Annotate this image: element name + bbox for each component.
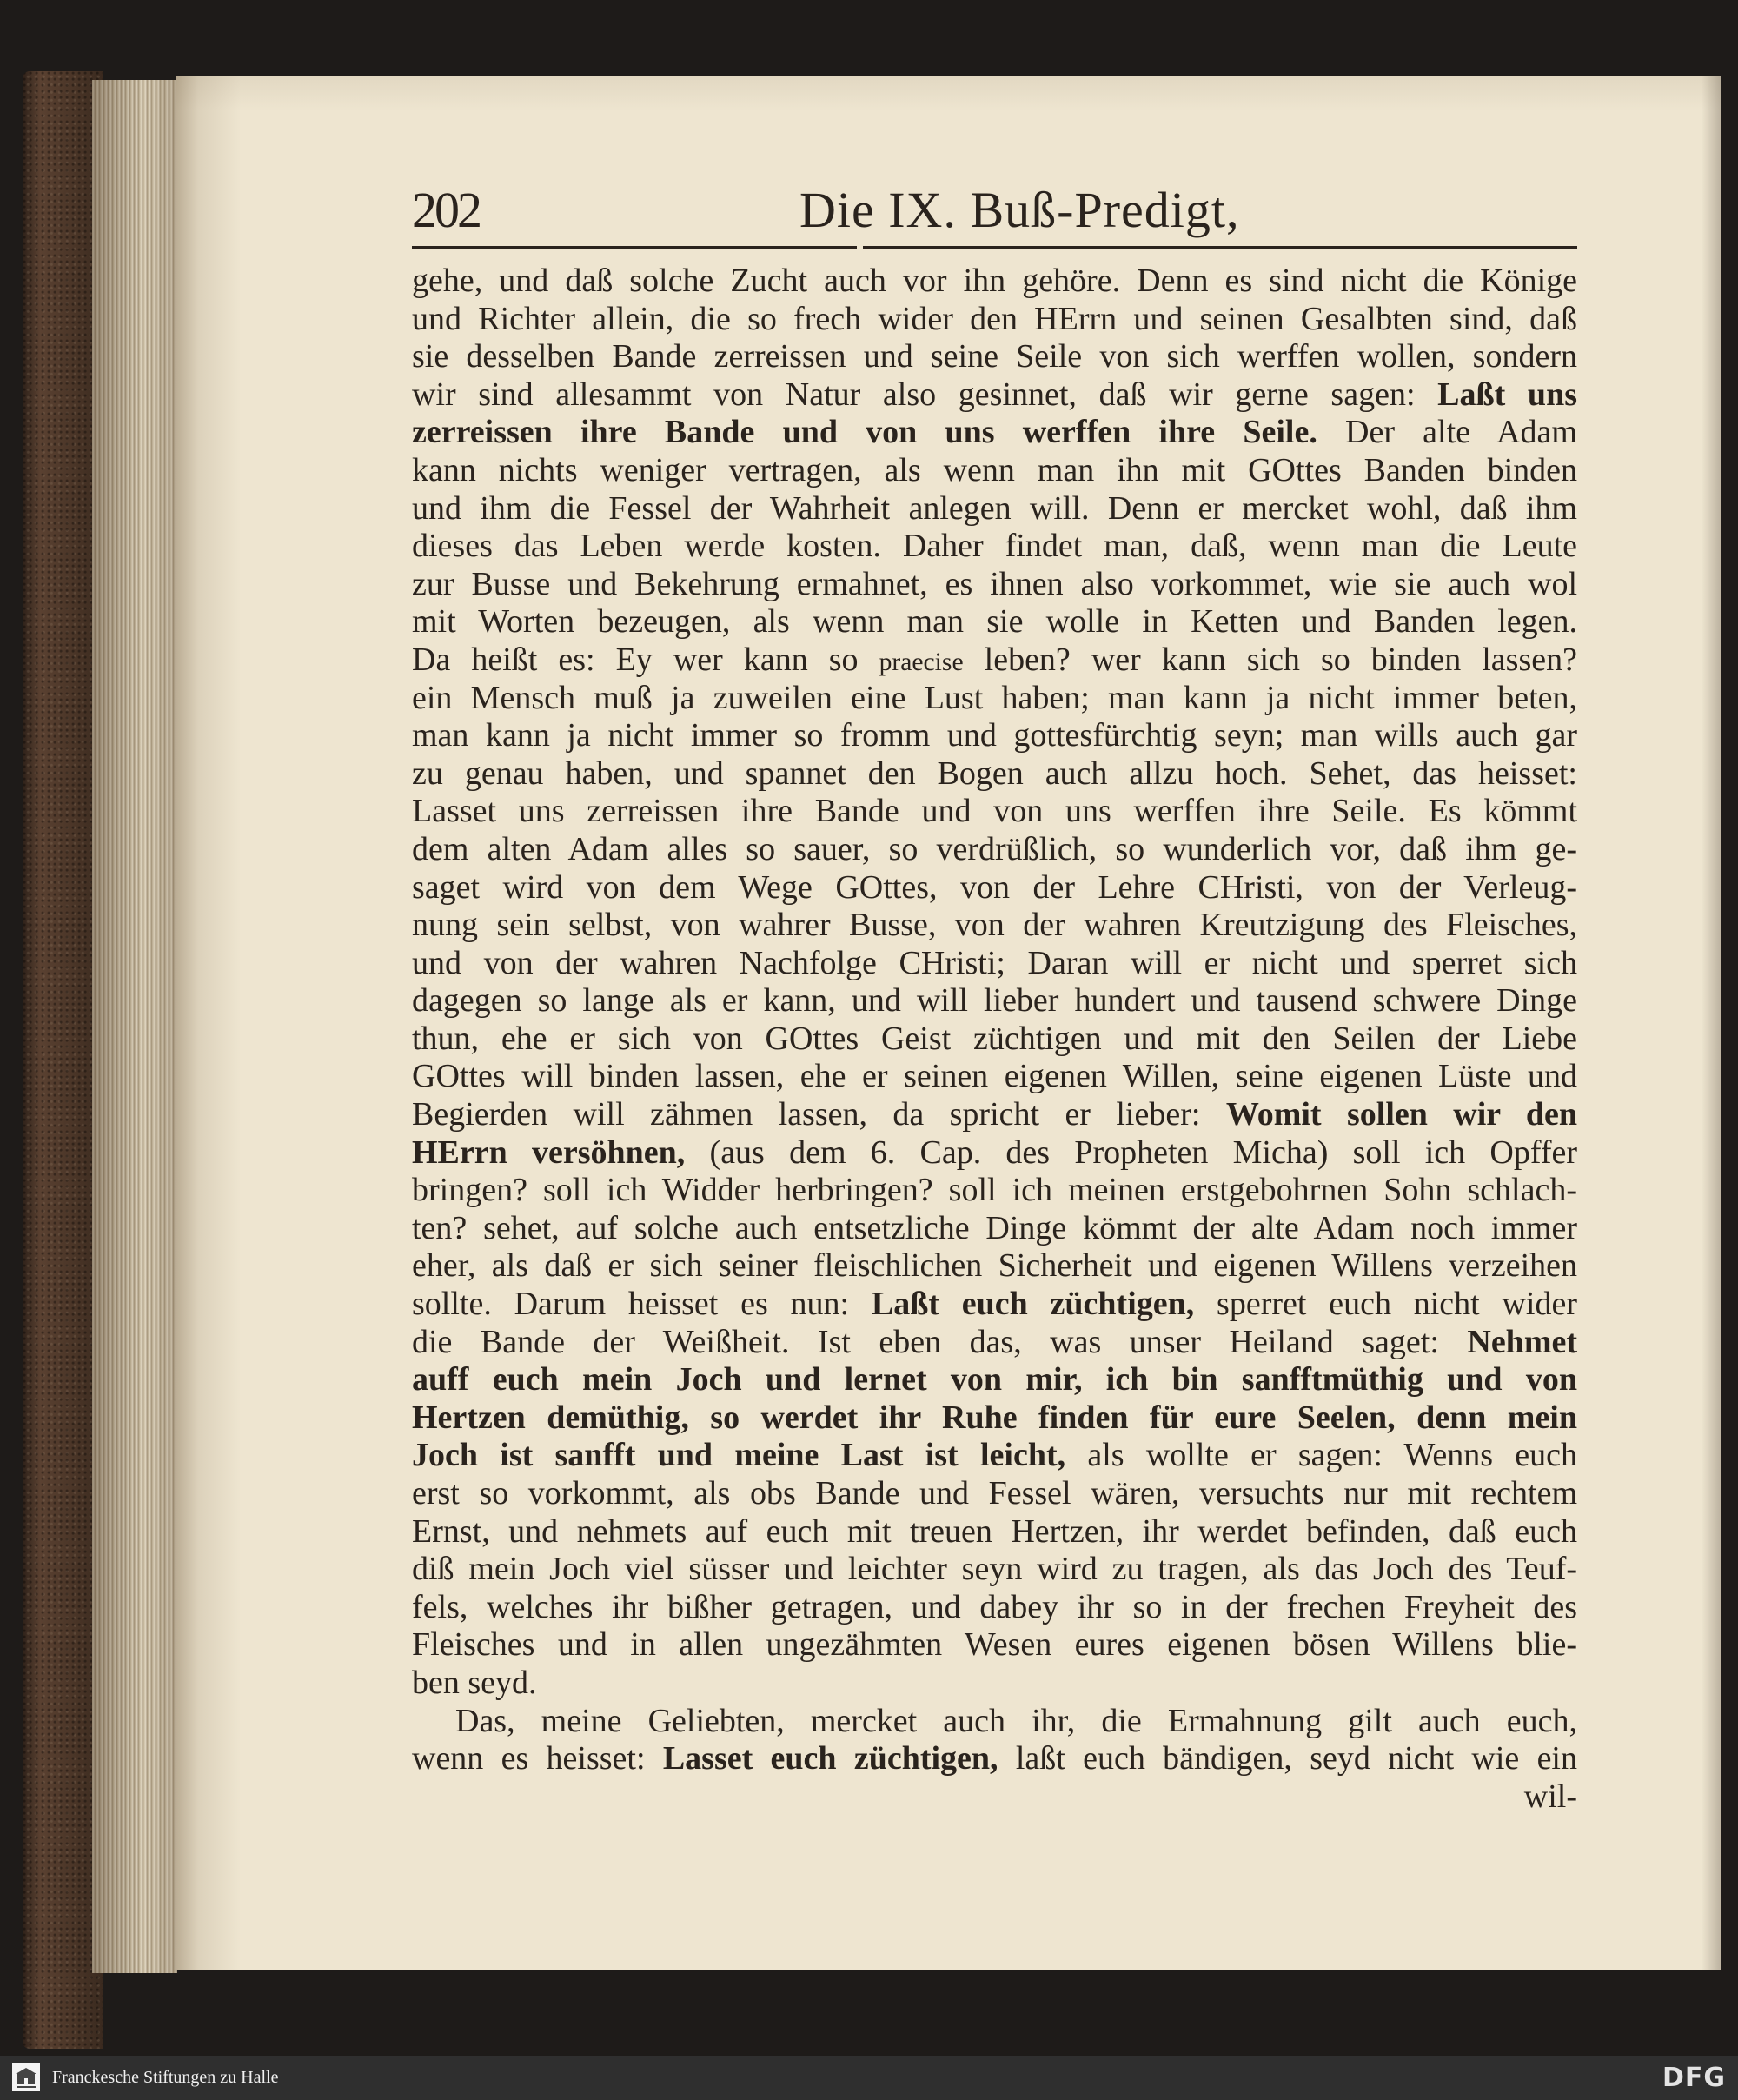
text-segment: GOttes will binden lassen, ehe er seinen eigenen Willen, seine eigenen Lüste und: [412, 1058, 1577, 1095]
text-line: [412, 945, 1577, 983]
text-segment: ein Mensch muß ja zuweilen eine Lust haben; man kann ja nicht immer beten,: [412, 679, 1577, 716]
bold-text: Laßt euch züchtigen,: [871, 1286, 1195, 1323]
text-segment: saget wird von dem Wege GOttes, von der Lehre CHristi, von der Verleug-: [412, 868, 1577, 906]
text-segment: Da heißt es: Ey wer kann so: [412, 641, 879, 678]
text-line: [412, 1589, 1577, 1627]
text-segment: sollte. Darum heisset es nun:: [412, 1286, 872, 1323]
text-segment: laßt euch bändigen, seyd nicht wie ein: [998, 1740, 1577, 1778]
bold-text: Hertzen demüthig, so werdet ihr Ruhe finden für eure Seelen, denn mein: [412, 1399, 1577, 1436]
text-segment: man kann ja nicht immer so fromm und gottesfürchtig seyn; man wills auch gar: [412, 717, 1577, 754]
text-line: [412, 1172, 1577, 1210]
bold-text: Lasset euch züchtigen,: [662, 1740, 998, 1778]
text-segment: zu genau haben, und spannet den Bogen auch allzu hoch. Sehet, das heisset:: [412, 754, 1577, 792]
text-segment: Fleisches und in allen ungezähmten Wesen eures eigenen bösen Willens blie-: [412, 1626, 1577, 1664]
institution-logo-icon: [12, 2063, 40, 2091]
text-segment: thun, ehe er sich von GOttes Geist züchtigen und mit den Seilen der Liebe: [412, 1020, 1577, 1057]
text-segment: ben seyd.: [412, 1664, 537, 1701]
text-segment: und ihm die Fessel der Wahrheit anlegen will. Denn er mercket wohl, daß ihm: [412, 489, 1577, 527]
text-line: [412, 1437, 1577, 1475]
text-segment: zur Busse und Bekehrung ermahnet, es ihnen also vorkommet, wie sie auch wol: [412, 565, 1577, 602]
text-segment: sie desselben Bande zerreissen und seine Seile von sich werffen wollen, sondern: [412, 338, 1577, 375]
text-segment: sperret euch nicht wider: [1194, 1286, 1577, 1323]
text-segment: nung sein selbst, von wahrer Busse, von der wahren Kreutzigung des Fleisches,: [412, 907, 1577, 944]
text-segment: Das, meine Geliebten, mercket auch ihr, die Ermahnung gilt auch euch,: [455, 1702, 1577, 1739]
text-line: [412, 1626, 1577, 1665]
text-line: [412, 869, 1577, 907]
text-segment: erst so vorkommt, als obs Bande und Fessel wären, versuchts nur mit rechtem: [412, 1475, 1577, 1512]
text-line: [412, 982, 1577, 1020]
text-segment: Begierden will zähmen lassen, da spricht er lieber:: [412, 1096, 1226, 1133]
text-line: [412, 603, 1577, 641]
antiqua-text: praecise: [879, 648, 964, 676]
bold-text: Nehmet: [1467, 1323, 1577, 1360]
text-segment: und von der wahren Nachfolge CHristi; Daran will er nicht und sperret sich: [412, 944, 1577, 981]
bold-text: Joch ist sanfft und meine Last ist leicht,: [412, 1437, 1066, 1474]
text-line: [412, 1324, 1577, 1362]
text-segment: als wollte er sagen: Wenns euch: [1065, 1437, 1577, 1474]
running-head: Die IX. Buß-Predigt,: [799, 182, 1240, 238]
text-line: [412, 414, 1577, 452]
page-edges: [92, 80, 177, 1973]
text-line: [412, 755, 1577, 794]
text-line: [412, 1134, 1577, 1173]
text-segment: ten? sehet, auf solche auch entsetzliche Dinge kömmt der alte Adam noch immer: [412, 1209, 1577, 1246]
text-line: [412, 1058, 1577, 1096]
text-segment: eher, als daß er sich seiner fleischlichen Sicherheit und eigenen Willens verzeihen: [412, 1247, 1577, 1285]
text-line: [412, 1665, 1577, 1703]
text-line: [412, 376, 1577, 415]
text-line: [412, 1247, 1577, 1286]
text-segment: die Bande der Weißheit. Ist eben das, was unser Heiland saget:: [412, 1323, 1468, 1360]
bold-text: Laßt uns: [1437, 375, 1577, 413]
text-segment: dem alten Adam alles so sauer, so verdrüßlich, so wunderlich vor, daß ihm ge-: [412, 830, 1577, 867]
text-segment: dagegen so lange als er kann, und will lieber hundert und tausend schwere Dinge: [412, 982, 1577, 1020]
text-line: [412, 262, 1577, 301]
text-line: [412, 717, 1577, 755]
text-segment: mit Worten bezeugen, als wenn man sie wolle in Ketten und Banden legen.: [412, 603, 1577, 641]
book-cover: [23, 71, 103, 2049]
catchword: wil-: [1523, 1778, 1577, 1815]
text-line: [412, 1361, 1577, 1399]
text-segment: und Richter allein, die so frech wider den HErrn und seinen Gesalbten sind, daß: [412, 300, 1577, 337]
text-segment: bringen? soll ich Widder herbringen? soll ich meinen erstgebohrnen Sohn schlach-: [412, 1172, 1577, 1209]
text-line: [412, 907, 1577, 945]
text-line: [412, 1513, 1577, 1552]
text-segment: Ernst, und nehmets auf euch mit treuen Hertzen, ihr werdet befinden, daß euch: [412, 1512, 1577, 1550]
text-segment: dieses das Leben werde kosten. Daher findet man, daß, wenn man die Leute: [412, 528, 1577, 565]
text-line: [412, 1020, 1577, 1059]
institution-name: Franckesche Stiftungen zu Halle: [52, 2068, 279, 2087]
footer-bar: [0, 2056, 1738, 2100]
bold-text: auff euch mein Joch und lernet von mir, ich bin sanfftmüthig und von: [412, 1361, 1577, 1399]
text-line: [412, 566, 1577, 604]
text-segment: kann nichts weniger vertragen, als wenn man ihn mit GOttes Banden binden: [412, 451, 1577, 488]
text-segment: leben? wer kann sich so binden lassen?: [963, 641, 1577, 678]
text-line: [412, 1551, 1577, 1589]
text-line: [412, 831, 1577, 869]
text-segment: Der alte Adam: [1317, 414, 1577, 451]
text-segment: (aus dem 6. Cap. des Propheten Micha) soll ich Opffer: [685, 1133, 1577, 1171]
text-segment: wir sind allesammt von Natur also gesinnet, daß wir gerne sagen:: [412, 375, 1438, 413]
text-line: [412, 1740, 1577, 1778]
text-segment: gehe, und daß solche Zucht auch vor ihn gehöre. Denn es sind nicht die Könige: [412, 262, 1577, 299]
text-line: [412, 793, 1577, 831]
text-line: [412, 301, 1577, 339]
text-line: [412, 452, 1577, 490]
bold-text: zerreissen ihre Bande und von uns werffen ihre Seile.: [412, 414, 1317, 451]
text-line: [412, 338, 1577, 376]
dfg-logo: DFG: [1662, 2063, 1726, 2093]
text-line: [412, 1286, 1577, 1324]
bold-text: Womit sollen wir den: [1225, 1096, 1577, 1133]
text-line: [412, 1399, 1577, 1438]
text-segment: wenn es heisset:: [412, 1740, 663, 1778]
text-segment: Lasset uns zerreissen ihre Bande und von uns werffen ihre Seile. Es kömmt: [412, 793, 1577, 830]
bold-text: HErrn versöhnen,: [412, 1133, 686, 1171]
text-line: [412, 1096, 1577, 1134]
text-segment: fels, welches ihr bißher getragen, und dabey ihr so in der frechen Freyheit des: [412, 1588, 1577, 1625]
text-line: [412, 680, 1577, 718]
text-line: [412, 1210, 1577, 1248]
text-line: [412, 641, 1577, 680]
text-line: [412, 528, 1577, 566]
page-number: 202: [412, 182, 480, 238]
text-line: [412, 1475, 1577, 1513]
header-rule: [863, 246, 1577, 249]
text-line: [412, 1703, 1577, 1741]
body-text: [412, 262, 1577, 1778]
header-rule: [412, 246, 857, 249]
text-line: [412, 490, 1577, 528]
text-segment: diß mein Joch viel süsser und leichter seyn wird zu tragen, als das Joch des Teuf-: [412, 1551, 1577, 1588]
